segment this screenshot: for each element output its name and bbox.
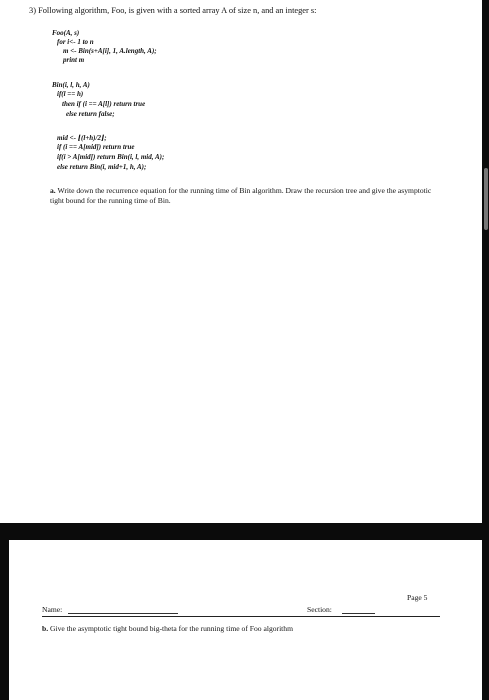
section-blank-line [342,613,375,614]
question-a [50,186,440,206]
code-line-then-return: then if (i == A[l]) return true [62,100,146,108]
code-line-if-base: if(l == h) [57,90,84,98]
code-line-print: print m [63,56,85,64]
question-b-label: b. [42,624,49,633]
code-line-else-false: else return false; [66,110,115,118]
header-divider [42,616,440,617]
question-title: 3) Following algorithm, Foo, is given with a sorted array A of size n, and an integer s: [29,6,317,15]
question-a-label: a. [50,186,56,195]
question-b [42,624,293,633]
question-b-text: Give the asymptotic tight bound big-theta for the running time of Foo algorithm [50,624,293,633]
code-line-else-recurse: else return Bin(i, mid+1, h, A); [57,163,147,171]
section-label: Section: [307,605,332,614]
code-line-assign-m: m <- Bin(s+A[i], 1, A.length, A); [63,47,157,55]
code-line-if-equal: if (i == A[mid]) return true [57,143,135,151]
scrollbar-thumb[interactable] [484,168,488,230]
code-line-if-greater: if(i > A[mid]) return Bin(i, l, mid, A); [57,153,165,161]
exam-page-lower [9,540,482,700]
name-blank-line [68,613,178,614]
code-line-foo-signature: Foo(A, s) [52,29,80,37]
code-line-for-loop: for i<- 1 to n [57,38,94,46]
page-number: Page 5 [407,593,428,602]
name-label: Name: [42,605,63,614]
question-a-text: Write down the recurrence equation for the running time of Bin algorithm. Draw the recursion tree and give the asymptotic tight bound for the running time of Bin. [50,186,432,205]
code-line-mid: mid <- ⌊(l+h)/2⌋; [57,134,107,142]
code-line-bin-signature: Bin(i, l, h, A) [52,81,90,89]
